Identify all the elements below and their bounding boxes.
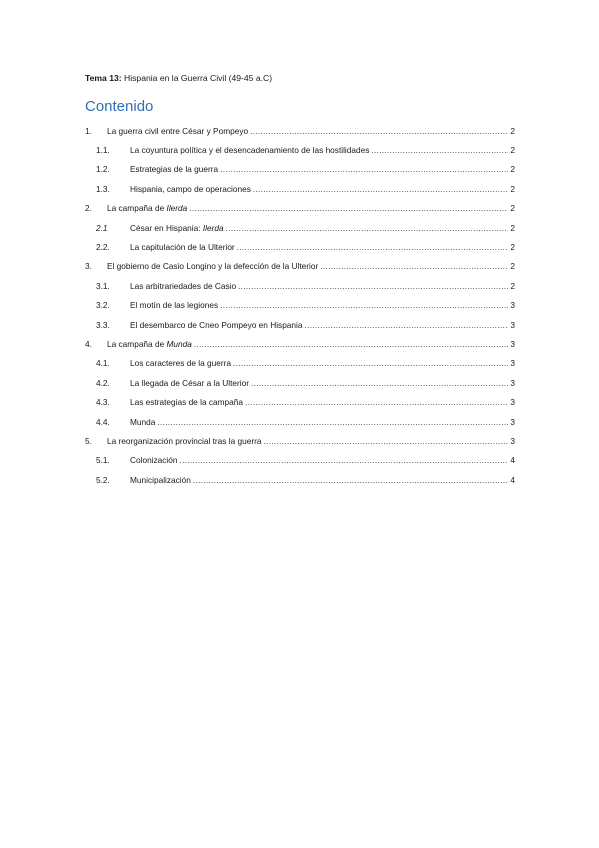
toc-dot-leader xyxy=(220,164,508,174)
toc-entry[interactable] xyxy=(85,431,515,450)
toc-entry[interactable] xyxy=(85,470,515,489)
toc-dot-leader xyxy=(371,145,508,155)
toc-dot-leader xyxy=(194,339,508,349)
toc-dot-leader xyxy=(245,397,508,407)
toc-entry-number: 4.3. xyxy=(96,397,110,408)
toc-dot-leader xyxy=(238,281,508,291)
toc-entry-page-number: 3 xyxy=(510,377,515,388)
toc-heading: Contenido xyxy=(85,98,154,115)
toc-entry-page-number: 3 xyxy=(510,416,515,427)
toc-entry[interactable] xyxy=(85,121,515,140)
toc-entry-label: Los caracteres de la guerra xyxy=(130,358,232,369)
toc-entry-page-number: 2 xyxy=(510,280,515,291)
toc-entry-label: Las arbitrariedades de Casio xyxy=(130,280,237,291)
toc-entry-number: 4.1. xyxy=(96,358,110,369)
toc-entry[interactable] xyxy=(85,354,515,373)
toc-entry-page-number: 3 xyxy=(510,358,515,369)
toc-entry-page-number: 3 xyxy=(510,338,515,349)
toc-entry-page-number: 2 xyxy=(510,164,515,175)
toc-entry-number: 1.3. xyxy=(96,183,110,194)
toc-dot-leader xyxy=(237,242,509,252)
toc-entry[interactable] xyxy=(85,160,515,179)
document-title-text: Hispania en la Guerra Civil (49-45 a.C) xyxy=(121,73,273,83)
toc-entry[interactable] xyxy=(85,412,515,431)
toc-entry-number: 2.2. xyxy=(96,242,110,253)
toc-entry-number: 3.1. xyxy=(96,280,110,291)
toc-entry-number: 3.2. xyxy=(96,300,110,311)
toc-dot-leader xyxy=(320,261,508,271)
toc-entry-label: El desembarco de Cneo Pompeyo en Hispania xyxy=(130,319,303,330)
table-of-contents xyxy=(85,121,515,489)
toc-dot-leader xyxy=(193,475,509,485)
toc-entry-label: Colonización xyxy=(130,455,178,466)
toc-entry-label: La guerra civil entre César y Pompeyo xyxy=(107,125,249,136)
toc-entry-label xyxy=(107,203,187,213)
toc-entry-label: Estrategias de la guerra xyxy=(130,164,219,175)
toc-entry-label-text: César en Hispania: xyxy=(130,222,203,233)
toc-entry-label: La coyuntura política y el desencadenamiento de las hostilidades xyxy=(130,145,370,156)
toc-entry[interactable] xyxy=(85,237,515,256)
toc-entry-page-number: 2 xyxy=(510,222,515,233)
toc-entry[interactable] xyxy=(85,276,515,295)
toc-entry-label-italic: Munda xyxy=(166,338,192,349)
toc-entry[interactable] xyxy=(85,315,515,334)
toc-entry-number: 4.4. xyxy=(96,416,110,427)
toc-entry-number: 3. xyxy=(85,261,92,272)
toc-entry-label: Munda xyxy=(130,416,156,427)
toc-entry-number: 5.1. xyxy=(96,455,110,466)
toc-dot-leader xyxy=(251,378,508,388)
toc-dot-leader xyxy=(233,358,508,368)
toc-entry-label-italic: Ilerda xyxy=(202,222,224,233)
toc-dot-leader xyxy=(253,184,509,194)
toc-entry[interactable] xyxy=(85,140,515,159)
toc-entry-label-italic: Ilerda xyxy=(166,203,188,214)
toc-entry[interactable] xyxy=(85,179,515,198)
toc-entry-number: 4.2. xyxy=(96,377,110,388)
toc-entry-page-number: 3 xyxy=(510,397,515,408)
toc-entry-label: El motín de las legiones xyxy=(130,300,219,311)
toc-entry-label: La llegada de César a la Ulterior xyxy=(130,377,249,388)
document-title xyxy=(85,73,272,83)
toc-entry-label xyxy=(107,339,192,349)
toc-entry-page-number: 3 xyxy=(510,435,515,446)
toc-entry[interactable] xyxy=(85,199,515,218)
toc-dot-leader xyxy=(305,320,509,330)
toc-entry-page-number: 2 xyxy=(510,125,515,136)
toc-entry[interactable] xyxy=(85,257,515,276)
toc-entry-label: Las estrategias de la campaña xyxy=(130,397,244,408)
toc-entry-number: 1.2. xyxy=(96,164,110,175)
toc-entry[interactable] xyxy=(85,334,515,353)
toc-entry-label: Hispania, campo de operaciones xyxy=(130,183,251,194)
toc-entry-label-text: La campaña de xyxy=(107,203,167,214)
toc-dot-leader xyxy=(189,203,508,213)
toc-entry[interactable] xyxy=(85,392,515,411)
toc-entry-number: 2. xyxy=(85,203,92,214)
toc-entry-page-number: 3 xyxy=(510,319,515,330)
toc-entry-label: Municipalización xyxy=(130,474,191,485)
toc-entry-label xyxy=(130,223,224,233)
toc-entry-number: 1. xyxy=(85,125,92,136)
toc-entry[interactable] xyxy=(85,218,515,237)
toc-dot-leader xyxy=(250,126,508,136)
toc-entry-number: 3.3. xyxy=(96,319,110,330)
toc-entry-page-number: 3 xyxy=(510,300,515,311)
toc-dot-leader xyxy=(157,417,508,427)
toc-dot-leader xyxy=(220,300,508,310)
toc-entry-page-number: 4 xyxy=(510,455,515,466)
toc-entry-number: 5. xyxy=(85,435,92,446)
toc-entry-page-number: 2 xyxy=(510,242,515,253)
toc-entry-label-text: La campaña de xyxy=(107,338,167,349)
toc-entry-number: 2.1 xyxy=(96,222,108,233)
toc-entry[interactable] xyxy=(85,451,515,470)
toc-entry-page-number: 4 xyxy=(510,474,515,485)
toc-entry-number: 5.2. xyxy=(96,474,110,485)
toc-entry-page-number: 2 xyxy=(510,261,515,272)
toc-entry-number: 4. xyxy=(85,338,92,349)
toc-entry-number: 1.1. xyxy=(96,145,110,156)
toc-entry[interactable] xyxy=(85,373,515,392)
toc-entry-page-number: 2 xyxy=(510,183,515,194)
toc-entry-label: La capitulación de la Ulterior xyxy=(130,242,235,253)
toc-entry-page-number: 2 xyxy=(510,203,515,214)
toc-dot-leader xyxy=(264,436,509,446)
toc-entry-label: La reorganización provincial tras la guerra xyxy=(107,435,262,446)
toc-dot-leader xyxy=(180,455,509,465)
toc-entry-label: El gobierno de Casio Longino y la defección de la Ulterior xyxy=(107,261,319,272)
toc-dot-leader xyxy=(226,223,509,233)
toc-entry[interactable] xyxy=(85,296,515,315)
toc-entry-page-number: 2 xyxy=(510,145,515,156)
document-title-topic: Tema 13: xyxy=(85,73,122,83)
